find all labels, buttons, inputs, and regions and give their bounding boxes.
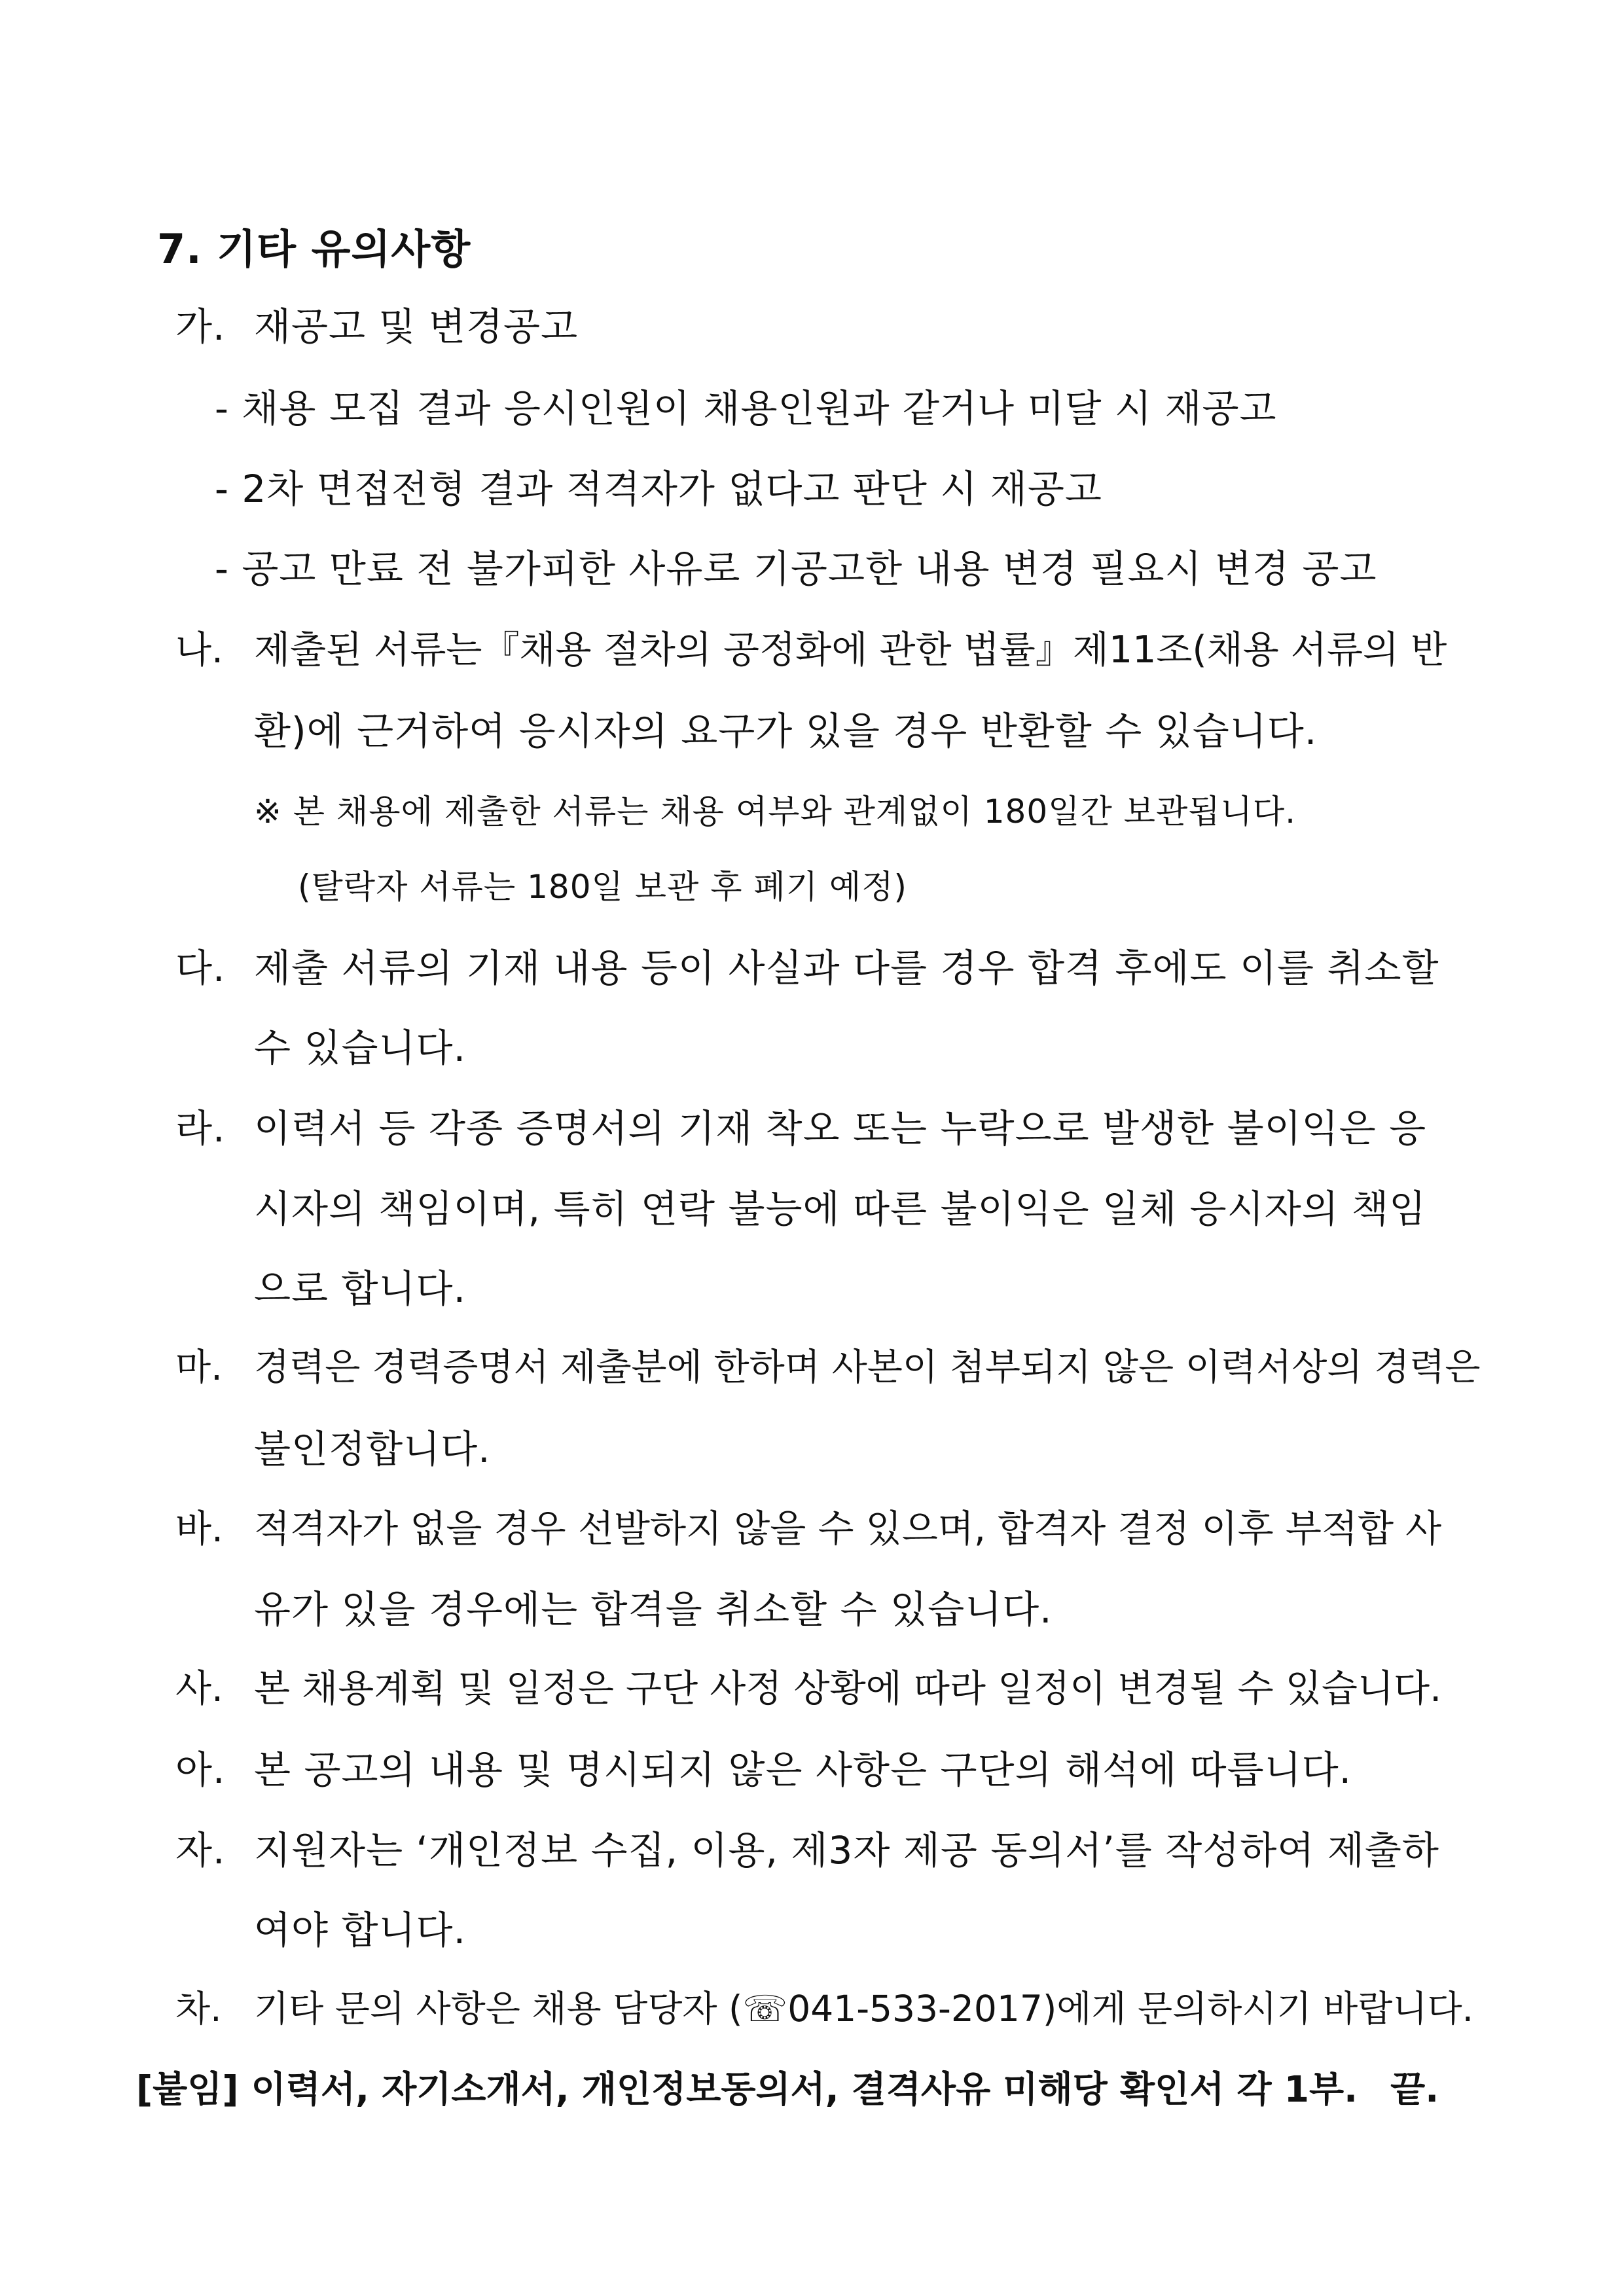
item-marker: 차. [175,1988,222,2030]
bullet-line: - 2차 면접전형 결과 적격자가 없다고 판단 시 재공고 [215,467,1102,511]
item-text: 제출 서류의 기재 내용 등이 사실과 다를 경우 합격 후에도 이를 취소할 [254,946,1439,990]
item-text: 경력은 경력증명서 제출분에 한하며 사본이 첨부되지 않은 이력서상의 경력은 [254,1346,1481,1389]
item-ma [175,1346,1481,1389]
item-ra [175,1106,1427,1151]
note-line: (탈락자 서류는 180일 보관 후 폐기 예정) [298,868,908,906]
bullet-line: - 공고 만료 전 불가피한 사유로 기공고한 내용 변경 필요시 변경 공고 [215,547,1377,591]
item-continuation: 수 있습니다. [254,1026,467,1070]
item-continuation: 여야 합니다. [254,1908,467,1952]
item-na [175,628,1447,672]
item-sa [175,1667,1442,1710]
attachment-text: [붙임] 이력서, 자기소개서, 개인정보동의서, 결격사유 미해당 확인서 각 1부. [136,2068,1358,2110]
section-heading: 7. 기타 유의사항 [157,225,471,273]
item-text: 본 공고의 내용 및 명시되지 않은 사항은 구단의 해석에 따릅니다. [254,1748,1352,1792]
item-marker: 라. [175,1106,226,1151]
item-ba [175,1507,1442,1551]
end-mark: 끝. [1390,2068,1439,2110]
item-text: 제출된 서류는『채용 절차의 공정화에 관한 법률』제11조(채용 서류의 반 [254,628,1447,672]
item-marker: 가. [175,304,226,349]
item-text: 재공고 및 변경공고 [254,304,579,349]
item-text: 기타 문의 사항은 채용 담당자 (☏041-533-2017)에게 문의하시기 바랍니다. [254,1988,1474,2030]
item-continuation: 시자의 책임이며, 특히 연락 불능에 따른 불이익은 일체 응시자의 책임 [254,1187,1427,1231]
note-line: ※ 본 채용에 제출한 서류는 채용 여부와 관계없이 180일간 보관됩니다. [254,793,1297,831]
item-text: 본 채용계획 및 일정은 구단 사정 상황에 따라 일정이 변경될 수 있습니다. [254,1667,1442,1710]
bullet-line: - 채용 모집 결과 응시인원이 채용인원과 같거나 미달 시 재공고 [215,386,1277,431]
item-marker: 자. [175,1828,226,1873]
item-text: 지원자는 ‘개인정보 수집, 이용, 제3자 제공 동의서’를 작성하여 제출하 [254,1828,1439,1873]
item-marker: 아. [175,1748,226,1792]
item-continuation: 유가 있을 경우에는 합격을 취소할 수 있습니다. [254,1587,1053,1632]
attachment-line [136,2068,1439,2110]
item-ga [175,304,579,349]
item-marker: 바. [175,1507,224,1551]
item-continuation: 환)에 근거하여 응시자의 요구가 있을 경우 반환할 수 있습니다. [254,709,1318,753]
item-da [175,946,1439,990]
item-marker: 다. [175,946,226,990]
item-a [175,1748,1352,1792]
item-cha [175,1988,1474,2030]
item-continuation: 으로 합니다. [254,1266,467,1311]
item-marker: 사. [175,1667,224,1710]
item-continuation: 불인정합니다. [254,1427,491,1471]
item-text: 이력서 등 각종 증명서의 기재 착오 또는 누락으로 발생한 불이익은 응 [254,1106,1427,1151]
item-marker: 나. [175,628,224,672]
item-marker: 마. [175,1346,223,1389]
item-ja [175,1828,1439,1873]
item-text: 적격자가 없을 경우 선발하지 않을 수 있으며, 합격자 결정 이후 부적합 사 [254,1507,1442,1551]
